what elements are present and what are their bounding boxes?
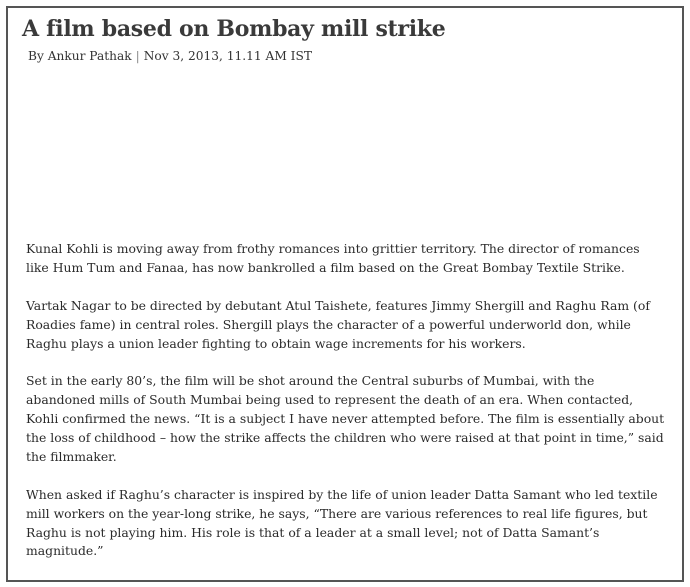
byline-separator: | [135, 49, 140, 63]
author-name[interactable]: By Ankur Pathak [28, 49, 132, 63]
article-container [6, 6, 684, 582]
article-paragraph: When asked if Raghu’s character is inspired by the life of union leader Datta Samant who led textile mill workers on the year-long strike, he says, “There are various references to real life figures, but Raghu is not playing him. His role is that of a leader at a small level; not of Datta Samant’s magnitude.” [26, 486, 658, 559]
article-body [26, 240, 666, 580]
publish-date: Nov 3, 2013, 11.11 AM IST [143, 49, 312, 63]
byline [28, 49, 312, 63]
article-paragraph: Kunal Kohli is moving away from frothy romances into grittier territory. The director of romances like Hum Tum and Fanaa, has now bankrolled a film based on the Great Bombay Textile Strike. [26, 241, 640, 275]
article-paragraph: Set in the early 80’s, the film will be shot around the Central suburbs of Mumbai, with the abandoned mills of South Mumbai being used to represent the death of an era. When contacted, Kohli confirmed the news. “It is a subject I have never attempted before. The film is essentially about the loss of childhood – how the strike affects the children who were raised at that point in time,” said the filmmaker. [26, 373, 665, 464]
article-title: A film based on Bombay mill strike [22, 16, 446, 42]
article-paragraph: Vartak Nagar to be directed by debutant Atul Taishete, features Jimmy Shergill and Raghu Ram (of Roadies fame) in central roles. Shergill plays the character of a powerful underworld don, while Raghu plays a union leader fighting to obtain wage increments for his workers. [26, 297, 650, 351]
